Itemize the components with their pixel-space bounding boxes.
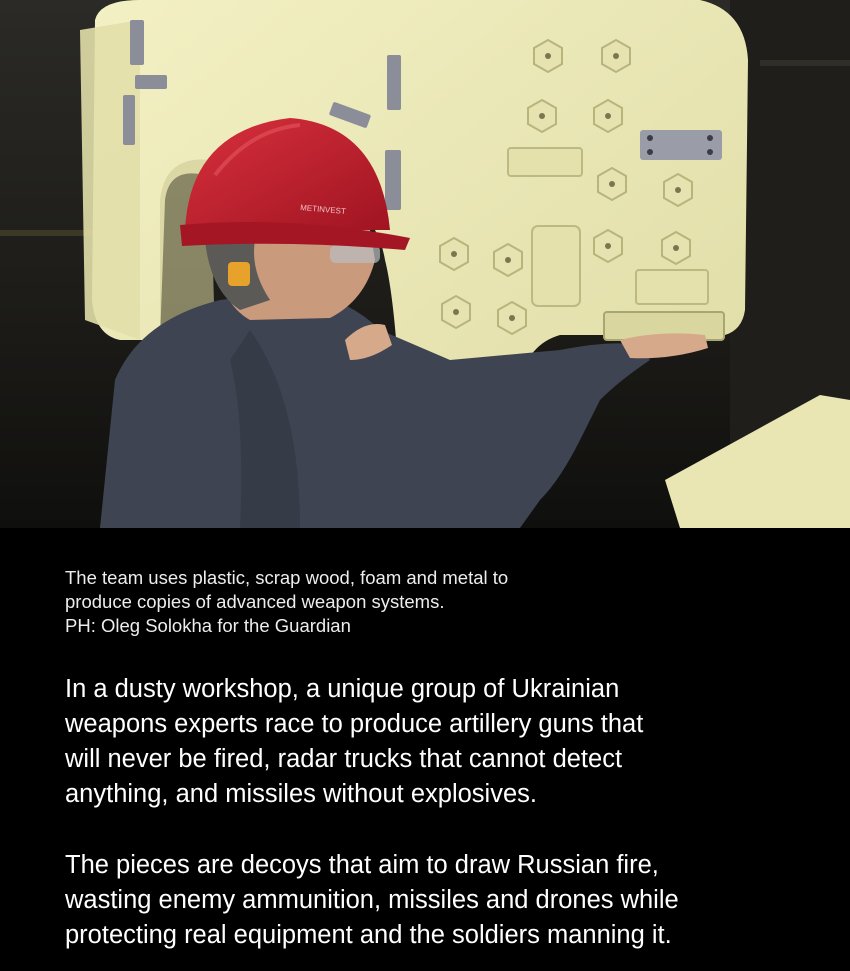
paragraph-line: The pieces are decoys that aim to draw Russian fire, bbox=[65, 851, 659, 879]
article-paragraph-1 bbox=[65, 672, 825, 812]
caption-line: The team uses plastic, scrap wood, foam and metal to bbox=[65, 567, 509, 588]
paragraph-line: anything, and missiles without explosives. bbox=[65, 780, 537, 808]
photo-caption bbox=[65, 566, 805, 638]
paragraph-line: In a dusty workshop, a unique group of Ukrainian bbox=[65, 675, 620, 703]
paragraph-line: will never be fired, radar trucks that cannot detect bbox=[65, 745, 623, 773]
paragraph-line: wasting enemy ammunition, missiles and drones while bbox=[65, 886, 679, 914]
article-paragraph-2 bbox=[65, 848, 825, 953]
paragraph-line: weapons experts race to produce artillery guns that bbox=[65, 710, 644, 738]
caption-line: produce copies of advanced weapon systems. bbox=[65, 591, 445, 612]
photo-credit: PH: Oleg Solokha for the Guardian bbox=[65, 615, 351, 636]
paragraph-line: protecting real equipment and the soldiers manning it. bbox=[65, 921, 672, 949]
helmet-logo-text: METINVEST bbox=[299, 203, 347, 216]
